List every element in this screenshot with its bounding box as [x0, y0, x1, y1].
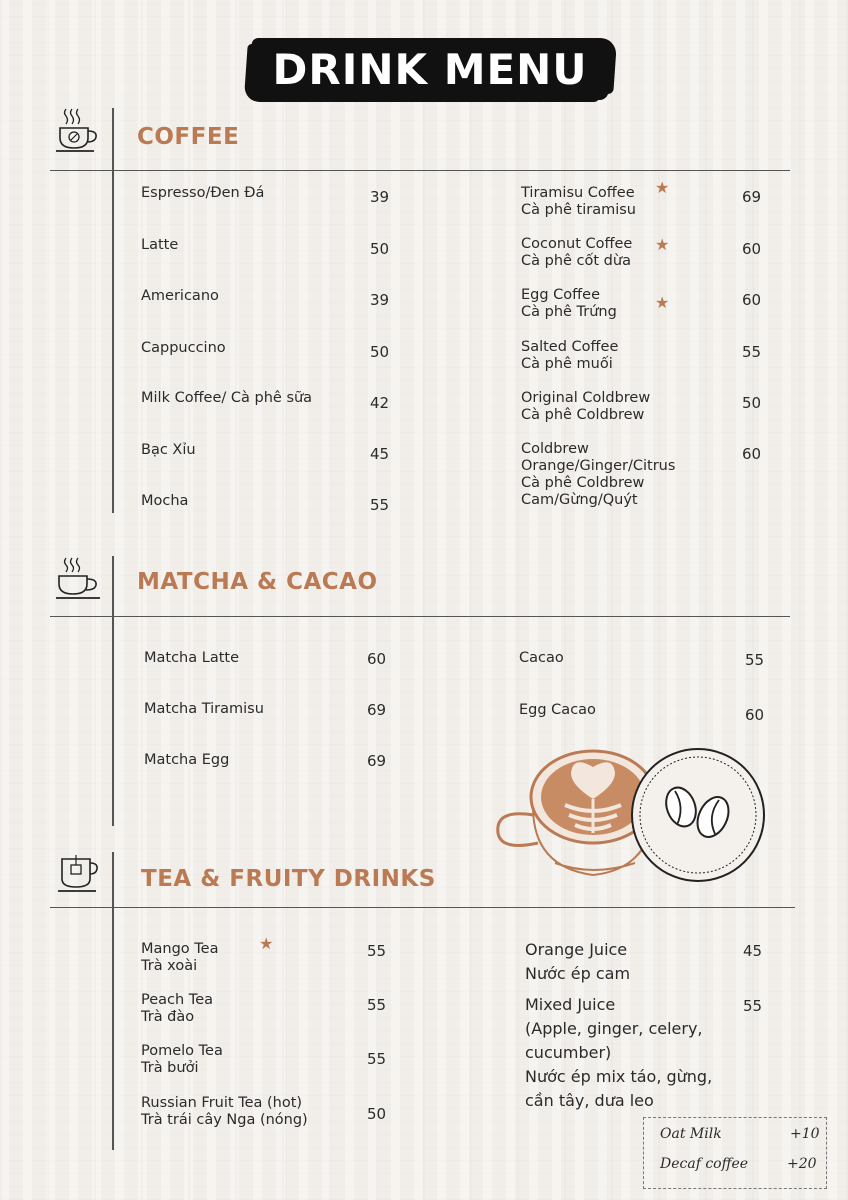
menu-item-name: Bạc Xỉu [141, 442, 196, 458]
menu-item-name: Coldbrew [521, 441, 589, 457]
menu-item-price: 50 [742, 394, 762, 412]
menu-item-subname: Trà bưởi [141, 1060, 199, 1076]
menu-item-name: Coconut Coffee [521, 236, 633, 252]
menu-item-name: Cappuccino [141, 340, 226, 356]
menu-item-price: 55 [367, 1050, 387, 1068]
star-icon: ★ [655, 293, 670, 312]
menu-item-name: Egg Cacao [519, 702, 596, 718]
menu-item-name: Mixed Juice [525, 995, 616, 1014]
menu-item-price: 55 [743, 997, 763, 1015]
menu-item-name: Cacao [519, 650, 564, 666]
menu-item-subname: Cam/Gừng/Quýt [521, 492, 638, 508]
menu-item-subname: Orange/Ginger/Citrus [521, 458, 676, 474]
menu-item-subname: Trà đào [141, 1009, 195, 1025]
matcha-vertical-divider [112, 556, 114, 826]
menu-item-name: Americano [141, 288, 219, 304]
coffee-section-title: COFFEE [137, 124, 240, 150]
menu-item-subname: cần tây, dưa leo [525, 1091, 654, 1110]
menu-item-price: 55 [370, 496, 390, 514]
page-title: DRINK MENU [272, 44, 588, 94]
menu-item-price: 45 [370, 445, 390, 463]
menu-item-name: Matcha Latte [144, 650, 239, 666]
tea-section-title: TEA & FRUITY DRINKS [141, 866, 436, 892]
menu-item-name: Matcha Tiramisu [144, 701, 264, 717]
menu-item-name: Mango Tea [141, 941, 219, 957]
menu-item-price: 69 [367, 701, 387, 719]
coffee-cup-icon [55, 106, 103, 156]
menu-item-name: Mocha [141, 493, 189, 509]
menu-item-name: Salted Coffee [521, 339, 619, 355]
addon-price: +10 [790, 1126, 820, 1142]
menu-item-price: 55 [745, 651, 765, 669]
menu-item-price: 45 [743, 942, 763, 960]
tea-horizontal-divider [50, 907, 795, 908]
menu-item-name: Egg Coffee [521, 287, 601, 303]
menu-item-price: 60 [742, 445, 762, 463]
menu-item-price: 55 [367, 996, 387, 1014]
menu-item-price: 60 [367, 650, 387, 668]
menu-item-name: Original Coldbrew [521, 390, 651, 406]
hot-mug-icon [56, 556, 104, 602]
menu-item-name: Peach Tea [141, 992, 214, 1008]
menu-item-price: 50 [367, 1105, 387, 1123]
menu-item-price: 60 [745, 706, 765, 724]
menu-item-name: Pomelo Tea [141, 1043, 223, 1059]
menu-item-subname: cucumber) [525, 1043, 612, 1062]
matcha-horizontal-divider [50, 616, 790, 617]
menu-item-price: 42 [370, 394, 390, 412]
menu-item-name: Milk Coffee/ Cà phê sữa [141, 390, 313, 406]
menu-item-subname: Nước ép mix táo, gừng, [525, 1067, 713, 1086]
menu-item-subname: Nước ép cam [525, 964, 631, 983]
menu-item-subname: (Apple, ginger, celery, [525, 1019, 703, 1038]
star-icon: ★ [655, 178, 670, 197]
menu-item-name: Latte [141, 237, 179, 253]
menu-item-price: 50 [370, 240, 390, 258]
menu-item-name: Russian Fruit Tea (hot) [141, 1095, 303, 1111]
menu-item-price: 55 [742, 343, 762, 361]
menu-item-price: 39 [370, 188, 390, 206]
addon-name: Decaf coffee [660, 1156, 749, 1172]
latte-art-illustration [495, 745, 770, 883]
coffee-horizontal-divider [50, 170, 790, 171]
menu-item-subname: Cà phê cốt dừa [521, 253, 631, 269]
menu-item-name: Matcha Egg [144, 752, 230, 768]
addon-price: +20 [787, 1156, 817, 1172]
menu-item-price: 69 [367, 752, 387, 770]
menu-item-name: Orange Juice [525, 940, 628, 959]
menu-item-subname: Cà phê Trứng [521, 304, 617, 320]
menu-item-name: Espresso/Đen Đá [141, 185, 265, 201]
menu-item-price: 39 [370, 291, 390, 309]
menu-item-subname: Trà xoài [141, 958, 198, 974]
menu-item-name: Tiramisu Coffee [521, 185, 635, 201]
tea-cup-icon [58, 853, 100, 895]
menu-item-price: 60 [742, 291, 762, 309]
menu-item-price: 69 [742, 188, 762, 206]
tea-vertical-divider [112, 852, 114, 1150]
coffee-vertical-divider [112, 108, 114, 513]
star-icon: ★ [655, 235, 670, 254]
menu-item-subname: Cà phê tiramisu [521, 202, 637, 218]
menu-item-subname: Cà phê Coldbrew [521, 475, 645, 491]
addon-name: Oat Milk [660, 1126, 722, 1142]
menu-item-subname: Trà trái cây Nga (nóng) [141, 1112, 308, 1128]
menu-item-subname: Cà phê muối [521, 356, 613, 372]
menu-item-price: 55 [367, 942, 387, 960]
matcha-section-title: MATCHA & CACAO [137, 569, 378, 595]
star-icon: ★ [259, 934, 274, 953]
menu-item-subname: Cà phê Coldbrew [521, 407, 645, 423]
menu-item-price: 60 [742, 240, 762, 258]
menu-item-price: 50 [370, 343, 390, 361]
